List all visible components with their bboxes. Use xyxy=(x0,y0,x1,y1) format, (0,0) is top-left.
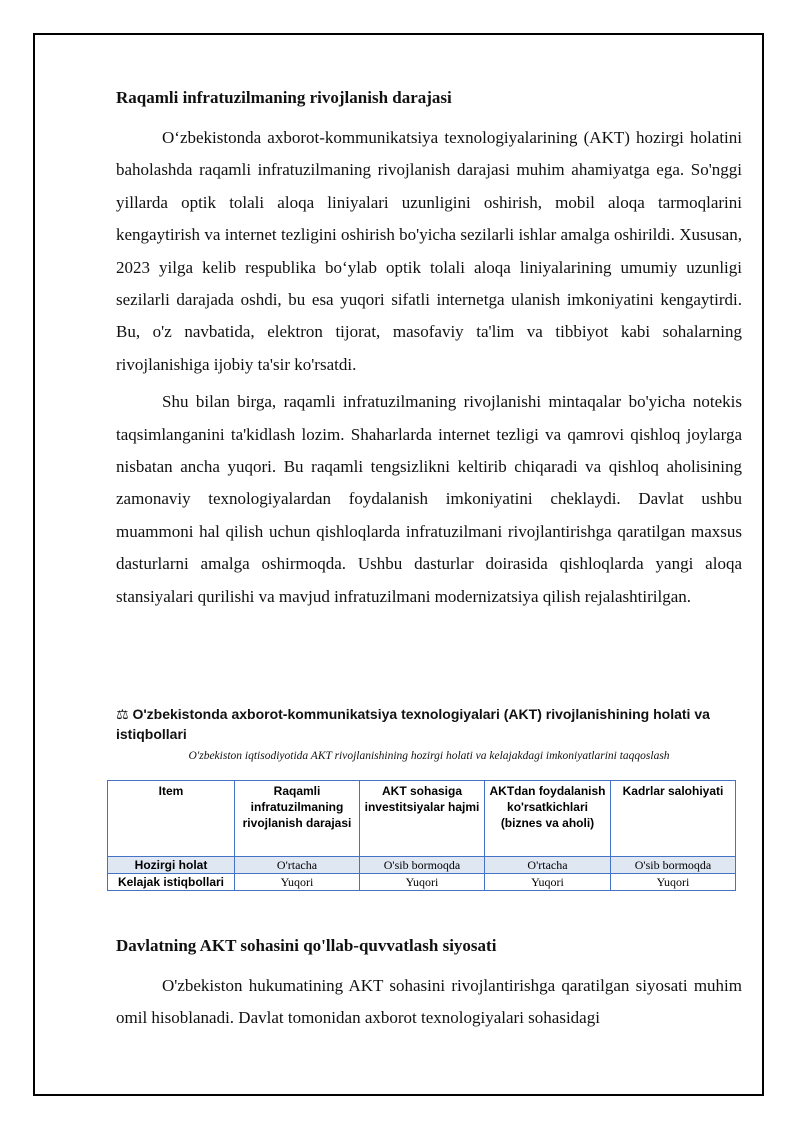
ict-status-table xyxy=(107,780,736,891)
column-header: AKTdan foydalanish ko'rsatkichlari (biznes va aholi) xyxy=(485,781,611,857)
column-header: Raqamli infratuzilmaning rivojlanish darajasi xyxy=(235,781,360,857)
table-cell: O'rtacha xyxy=(485,857,611,874)
section-state-policy xyxy=(116,936,742,1035)
table-cell: O'rtacha xyxy=(235,857,360,874)
paragraph: Shu bilan birga, raqamli infratuzilmaning rivojlanishi mintaqalar bo'yicha notekis taqsimlanganini ta'kidlash lozim. Shaharlarda internet tezligi va qamrovi qishloq joylarga nisbatan ancha yuqori. Bu raqamli tengsizlikni keltirib chiqaradi va qishloq aholisining zamonaviy texnologiyalardan foydalanish imkoniyatini cheklaydi. Davlat ushbu muammoni hal qilish uchun qishloqlarda infratuzilmani rivojlantirishga qaratilgan maxsus dasturlarni amalga oshirmoqda. Ushbu dasturlar doirasida qishloqlarda yangi aloqa stansiyalari qurilishi va mavjud infratuzilmani modernizatsiya qilish rejalashtirilgan. xyxy=(116,392,742,606)
table-title xyxy=(116,704,742,744)
table-cell: O'sib bormoqda xyxy=(611,857,736,874)
section-heading: Davlatning AKT sohasini qo'llab-quvvatlash siyosati xyxy=(116,936,497,955)
table-header-block xyxy=(116,704,742,762)
paragraph: O‘zbekistonda axborot-kommunikatsiya texnologiyalarining (AKT) hozirgi holatini baholashda raqamli infratuzilmaning rivojlanish darajasi muhim ahamiyatga ega. So'nggi yillarda optik tolali aloqa liniyalari uzunligini oshirish, mobil aloqa tarmoqlarini kengaytirish va internet tezligini oshirish bo'yicha sezilarli ishlar amalga oshirildi. Xususan, 2023 yilga kelib respublika bo‘ylab optik tolali aloqa liniyalarining umumiy uzunligi sezilarli darajada oshdi, bu esa yuqori sifatli internetga ulanish imkoniyatini kengaytirdi. Bu, o'z navbatida, elektron tijorat, masofaviy ta'lim va tibbiyot kabi sohalarning rivojlanishiga ijobiy ta'sir ko'rsatdi. xyxy=(116,128,742,374)
column-header: Kadrlar salohiyati xyxy=(611,781,736,857)
row-header: Hozirgi holat xyxy=(108,857,235,874)
table-header-row xyxy=(108,781,736,857)
table-cell: Yuqori xyxy=(485,874,611,891)
table-cell: O'sib bormoqda xyxy=(360,857,485,874)
table-cell: Yuqori xyxy=(235,874,360,891)
row-header: Kelajak istiqbollari xyxy=(108,874,235,891)
section-infrastructure xyxy=(116,88,742,613)
paragraph: O'zbekiston hukumatining AKT sohasini rivojlantirishga qaratilgan siyosati muhim omil hisoblanadi. Davlat tomonidan axborot texnologiyalari sohasidagi xyxy=(116,976,742,1028)
table-caption: O'zbekiston iqtisodiyotida AKT rivojlanishining hozirgi holati va kelajakdagi imkoniyatlarini taqqoslash xyxy=(188,750,670,762)
table-title-text: O'zbekistonda axborot-kommunikatsiya texnologiyalari (AKT) rivojlanishining holati va istiqbollari xyxy=(116,706,710,742)
column-header: Item xyxy=(108,781,235,857)
scale-icon: ⚖ xyxy=(116,706,129,722)
table-cell: Yuqori xyxy=(611,874,736,891)
section-heading: Raqamli infratuzilmaning rivojlanish darajasi xyxy=(116,88,452,107)
table-row xyxy=(108,857,736,874)
column-header: AKT sohasiga investitsiyalar hajmi xyxy=(360,781,485,857)
table-cell: Yuqori xyxy=(360,874,485,891)
table-row xyxy=(108,874,736,891)
